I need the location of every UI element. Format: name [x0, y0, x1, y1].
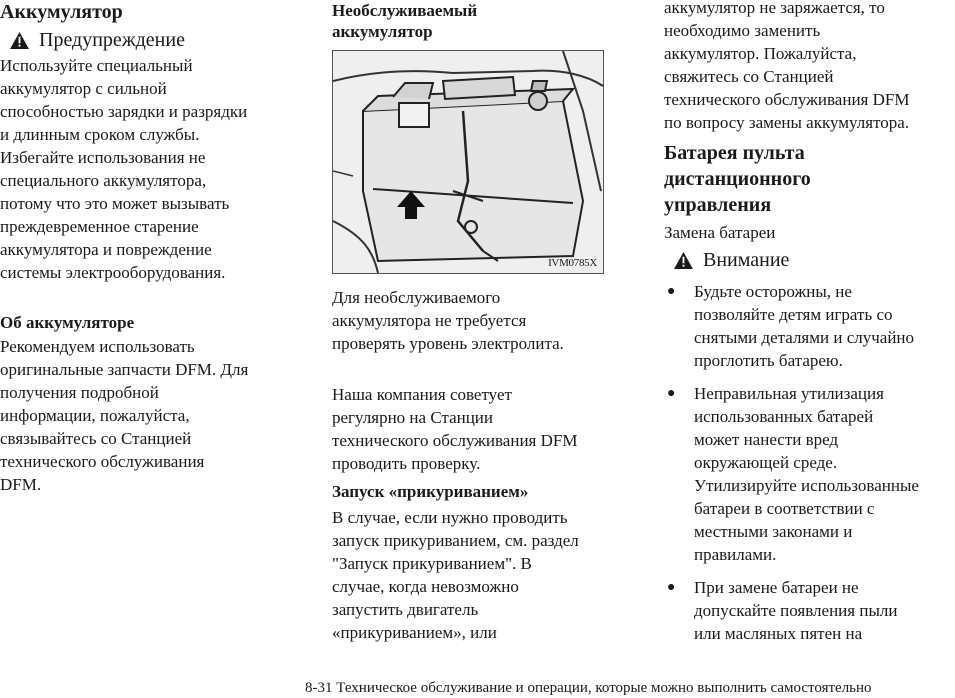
- text-line: аккумулятора не требуется: [332, 311, 527, 330]
- text-line: проводить проверку.: [332, 454, 481, 473]
- warning-header: [10, 28, 300, 52]
- text-line: или масляных пятен на: [694, 624, 863, 643]
- warning-triangle-icon: [674, 252, 693, 269]
- text-line: может нанести вред: [694, 430, 839, 449]
- battery-illustration: [332, 50, 604, 274]
- text-line: запустить двигатель: [332, 600, 479, 619]
- text-line: потому что это может вызывать: [0, 194, 230, 213]
- maintenance-free-heading: [332, 0, 632, 42]
- caution-list: [664, 280, 955, 645]
- text-line: Наша компания советует: [332, 385, 512, 404]
- text-line: В случае, если нужно проводить: [332, 508, 568, 527]
- battery-drawing: [333, 51, 603, 273]
- text-line: позволяйте детям играть со: [694, 305, 893, 324]
- advice-text: [332, 383, 632, 475]
- text-line: и длинным сроком службы.: [0, 125, 200, 144]
- heading-line: Батарея пульта: [664, 142, 805, 164]
- text-line: свяжитесь со Станцией: [664, 67, 834, 86]
- text-line: «прикуриванием», или: [332, 623, 497, 642]
- text-line: преждевременное старение: [0, 217, 199, 236]
- heading-line: управления: [664, 194, 772, 216]
- list-item: [664, 280, 955, 372]
- column-right: [664, 0, 955, 655]
- bullet-dot-icon: ●: [667, 284, 676, 299]
- heading-line: дистанционного: [664, 168, 811, 190]
- caution-header: [674, 248, 955, 272]
- jump-start-text: [332, 506, 632, 644]
- text-line: технического обслуживания: [0, 452, 205, 471]
- warning-text: [0, 54, 300, 284]
- page-footer: 8-31 Техническое обслуживание и операции, которые можно выполнить самостоятельно: [305, 680, 872, 696]
- text-line: связывайтесь со Станцией: [0, 429, 192, 448]
- text-line: получения подробной: [0, 383, 159, 402]
- figure-caption: [332, 286, 632, 355]
- text-line: Избегайте использования не: [0, 148, 206, 167]
- text-line: способностью зарядки и разрядки: [0, 102, 248, 121]
- text-line: Для необслуживаемого: [332, 288, 501, 307]
- text-line: случае, когда невозможно: [332, 577, 519, 596]
- text-line: При замене батареи не: [694, 578, 859, 597]
- bullet-dot-icon: ●: [667, 386, 676, 401]
- text-line: Будьте осторожны, не: [694, 282, 852, 301]
- text-line: допускайте появления пыли: [694, 601, 898, 620]
- text-line: технического обслуживания DFM: [664, 90, 910, 109]
- text-line: необходимо заменить: [664, 21, 821, 40]
- text-line: проверять уровень электролита.: [332, 334, 564, 353]
- list-item: [664, 382, 955, 566]
- text-line: проглотить батарею.: [694, 351, 843, 370]
- text-line: специального аккумулятора,: [0, 171, 207, 190]
- text-line: Рекомендуем использовать: [0, 337, 195, 356]
- caution-label: Внимание: [703, 249, 790, 271]
- text-line: оригинальные запчасти DFM. Для: [0, 360, 249, 379]
- list-item: [664, 576, 955, 645]
- text-line: аккумулятор. Пожалуйста,: [664, 44, 857, 63]
- text-line: "Запуск прикуриванием". В: [332, 554, 532, 573]
- text-line: местными законами и: [694, 522, 853, 541]
- text-line: батареи в соответствии с: [694, 499, 875, 518]
- text-line: правилами.: [694, 545, 777, 564]
- bullet-dot-icon: ●: [667, 580, 676, 595]
- replace-battery-label: Замена батареи: [664, 223, 776, 242]
- warning-triangle-icon: [10, 32, 29, 49]
- text-line: снятыми деталями и случайно: [694, 328, 915, 347]
- text-line: Неправильная утилизация: [694, 384, 884, 403]
- text-line: окружающей среде.: [694, 453, 838, 472]
- about-battery-heading: Об аккумуляторе: [0, 313, 135, 332]
- section-title-battery: Аккумулятор: [0, 1, 123, 23]
- text-line: информации, пожалуйста,: [0, 406, 190, 425]
- heading-line: аккумулятор: [332, 22, 433, 41]
- text-line: DFM.: [0, 475, 42, 494]
- warning-label: Предупреждение: [39, 29, 185, 51]
- text-line: системы электрооборудования.: [0, 263, 226, 282]
- text-line: Используйте специальный: [0, 56, 193, 75]
- text-line: технического обслуживания DFM: [332, 431, 578, 450]
- text-line: использованных батарей: [694, 407, 874, 426]
- about-battery-text: [0, 335, 300, 496]
- heading-line: Необслуживаемый: [332, 1, 478, 20]
- column-middle: [332, 0, 632, 644]
- continued-text: [664, 0, 955, 134]
- text-line: регулярно на Станции: [332, 408, 494, 427]
- text-line: аккумулятора и повреждение: [0, 240, 212, 259]
- text-line: аккумулятор не заряжается, то: [664, 0, 885, 17]
- text-line: по вопросу замены аккумулятора.: [664, 113, 910, 132]
- column-left: [0, 0, 300, 496]
- figure-code: IVM0785X: [548, 257, 597, 269]
- text-line: аккумулятор с сильной: [0, 79, 167, 98]
- text-line: Утилизируйте использованные: [694, 476, 919, 495]
- text-line: запуск прикуриванием, см. раздел: [332, 531, 579, 550]
- remote-battery-heading: [664, 140, 955, 218]
- jump-start-heading: Запуск «прикуриванием»: [332, 482, 529, 501]
